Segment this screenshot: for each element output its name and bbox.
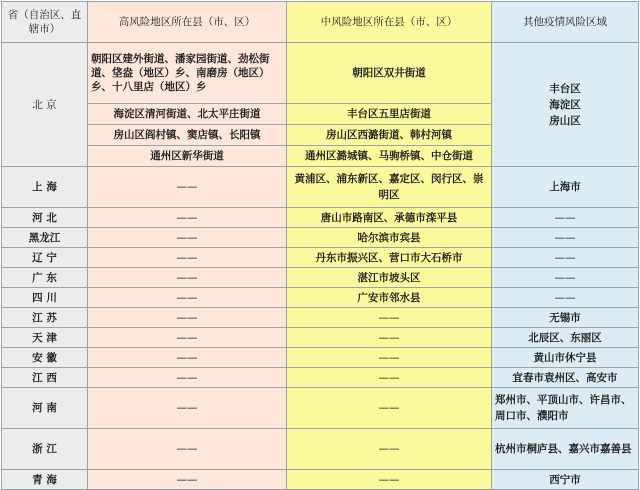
other-cell: —— xyxy=(492,288,639,308)
province-cell: 河 南 xyxy=(2,388,88,429)
medium-cell: —— xyxy=(287,388,492,429)
high-cell: 海淀区清河街道、北太平庄街道 xyxy=(88,104,287,125)
medium-cell: 朝阳区双井街道 xyxy=(287,43,492,104)
table-row xyxy=(2,268,639,288)
high-cell: 朝阳区建外街道、潘家园街道、劲松街道、垡盎（地区）乡、南磨房（地区）乡、十八里店（地区）乡 xyxy=(88,43,287,104)
other-cell: —— xyxy=(492,268,639,288)
medium-cell: 丰台区五里店街道 xyxy=(287,104,492,125)
province-cell: 上 海 xyxy=(2,167,88,208)
table-row xyxy=(2,228,639,248)
province-cell: 辽 宁 xyxy=(2,248,88,268)
medium-cell: —— xyxy=(287,429,492,470)
other-cell: 杭州市桐庐县、嘉兴市嘉善县 xyxy=(492,429,639,470)
table-row xyxy=(2,388,639,429)
table-row xyxy=(2,208,639,228)
medium-cell: 湛江市坡头区 xyxy=(287,268,492,288)
province-cell: 江 西 xyxy=(2,368,88,388)
table-row xyxy=(2,328,639,348)
province-cell: 黑龙江 xyxy=(2,228,88,248)
medium-cell: 房山区西潞街道、韩村河镇 xyxy=(287,125,492,146)
high-cell: —— xyxy=(88,429,287,470)
high-cell: —— xyxy=(88,228,287,248)
high-cell: —— xyxy=(88,328,287,348)
other-cell: 丰台区 海淀区 房山区 xyxy=(492,43,639,167)
other-cell: —— xyxy=(492,248,639,268)
province-cell: 青 海 xyxy=(2,470,88,490)
header-medium-risk: 中风险地区所在县（市、区） xyxy=(287,2,492,43)
province-cell: 安 徽 xyxy=(2,348,88,368)
header-other-risk: 其他疫情风险区域 xyxy=(492,2,639,43)
high-cell: —— xyxy=(88,368,287,388)
province-cell: 浙 江 xyxy=(2,429,88,470)
high-cell: —— xyxy=(88,348,287,368)
other-cell: 北辰区、东丽区 xyxy=(492,328,639,348)
other-cell: —— xyxy=(492,228,639,248)
risk-area-table xyxy=(1,1,639,490)
high-cell: 房山区阎村镇、窦店镇、长阳镇 xyxy=(88,125,287,146)
table-row xyxy=(2,167,639,208)
medium-cell: —— xyxy=(287,328,492,348)
medium-cell: 唐山市路南区、承德市滦平县 xyxy=(287,208,492,228)
medium-cell: —— xyxy=(287,470,492,490)
table-row xyxy=(2,248,639,268)
medium-cell: 丹东市振兴区、营口市大石桥市 xyxy=(287,248,492,268)
other-cell: 郑州市、平顶山市、许昌市、周口市、濮阳市 xyxy=(492,388,639,429)
high-cell: —— xyxy=(88,388,287,429)
header-high-risk: 高风险地区所在县（市、区） xyxy=(88,2,287,43)
header-province: 省（自治区、直辖市） xyxy=(2,2,88,43)
table-row xyxy=(2,308,639,328)
high-cell: —— xyxy=(88,268,287,288)
high-cell: —— xyxy=(88,167,287,208)
high-cell: —— xyxy=(88,248,287,268)
medium-cell: —— xyxy=(287,368,492,388)
medium-cell: 通州区潞城镇、马驹桥镇、中仓街道 xyxy=(287,146,492,167)
province-beijing: 北 京 xyxy=(2,43,88,167)
high-cell: —— xyxy=(88,470,287,490)
province-cell: 广 东 xyxy=(2,268,88,288)
high-cell: —— xyxy=(88,308,287,328)
province-cell: 天 津 xyxy=(2,328,88,348)
other-cell: 西宁市 xyxy=(492,470,639,490)
table-row xyxy=(2,348,639,368)
medium-cell: —— xyxy=(287,308,492,328)
other-cell: 上海市 xyxy=(492,167,639,208)
province-cell: 河 北 xyxy=(2,208,88,228)
table-row xyxy=(2,288,639,308)
other-cell: —— xyxy=(492,208,639,228)
table-row xyxy=(2,470,639,490)
medium-cell: 哈尔滨市宾县 xyxy=(287,228,492,248)
table-row xyxy=(2,429,639,470)
medium-cell: 广安市邻水县 xyxy=(287,288,492,308)
other-cell: 无锡市 xyxy=(492,308,639,328)
high-cell: 通州区新华街道 xyxy=(88,146,287,167)
medium-cell: —— xyxy=(287,348,492,368)
other-cell: 宜春市袁州区、高安市 xyxy=(492,368,639,388)
province-cell: 江 苏 xyxy=(2,308,88,328)
high-cell: —— xyxy=(88,288,287,308)
table-row xyxy=(2,368,639,388)
other-cell: 黄山市休宁县 xyxy=(492,348,639,368)
table-row-beijing-1 xyxy=(2,43,639,104)
table-header-row xyxy=(2,2,639,43)
province-cell: 四 川 xyxy=(2,288,88,308)
medium-cell: 黄浦区、浦东新区、嘉定区、闵行区、崇明区 xyxy=(287,167,492,208)
high-cell: —— xyxy=(88,208,287,228)
